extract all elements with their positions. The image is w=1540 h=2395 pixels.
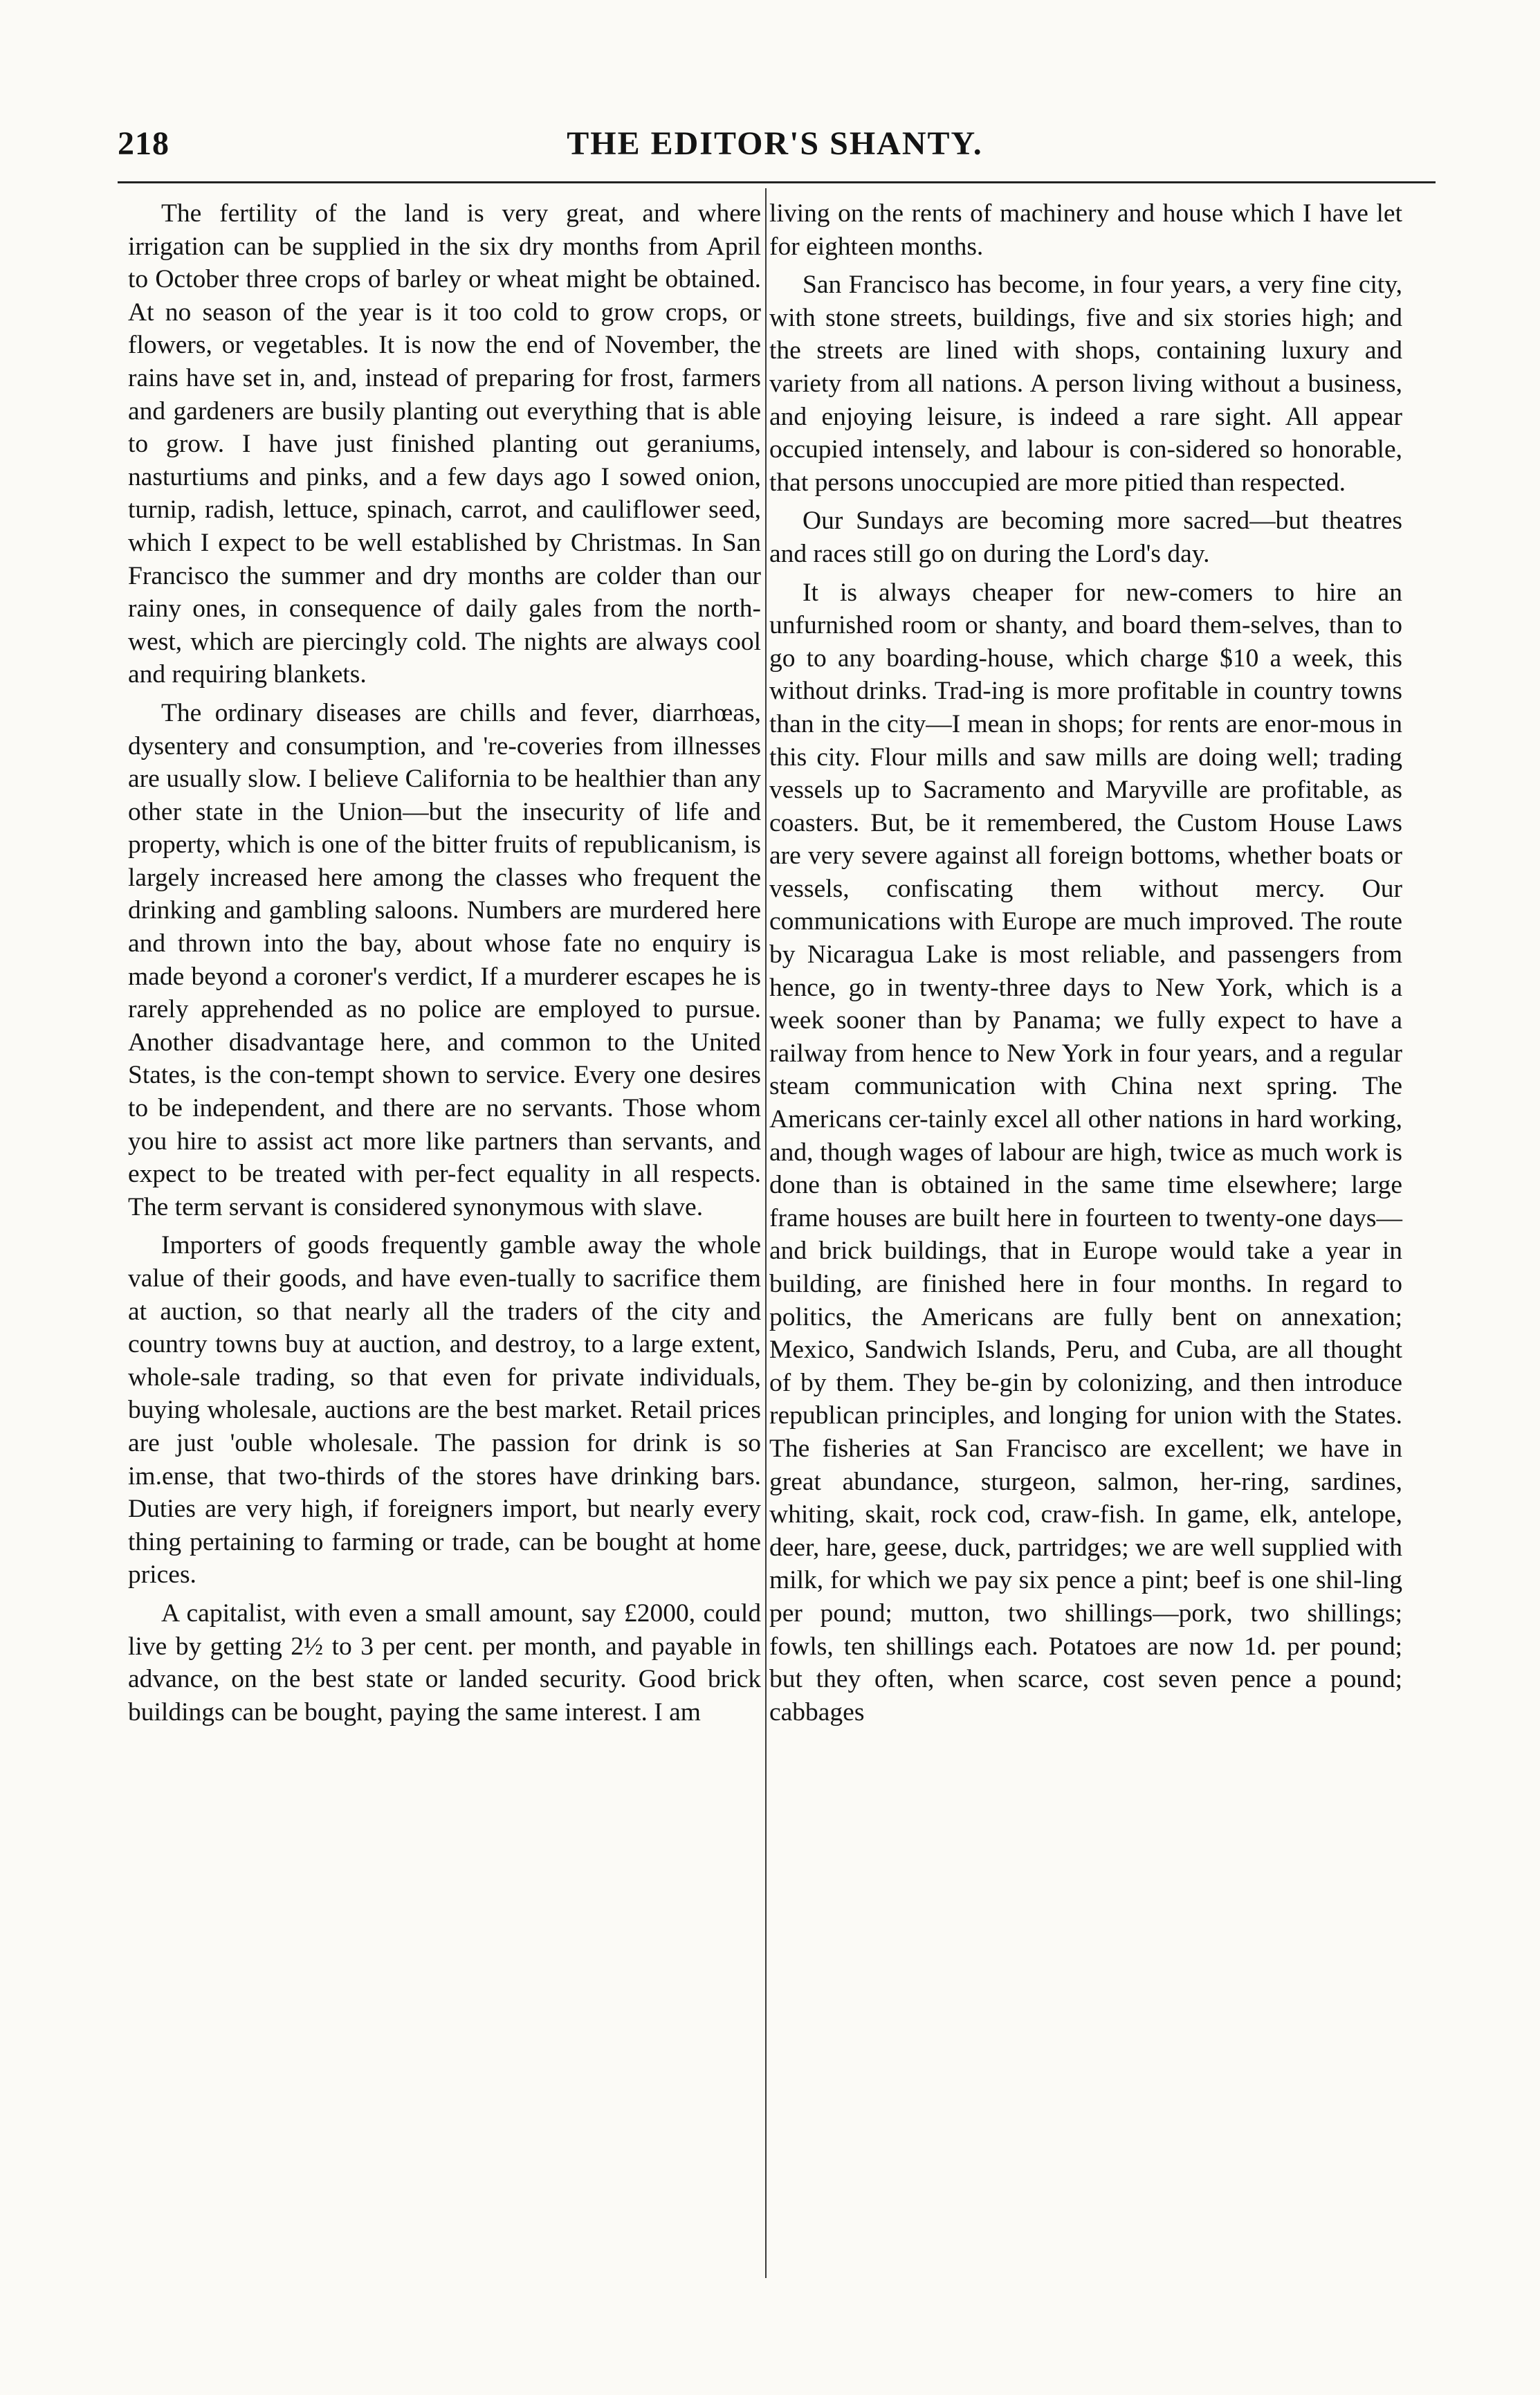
paragraph-continued: living on the rents of machinery and house which I have let for eighteen months. <box>769 199 1402 261</box>
page-number: 218 <box>118 125 169 162</box>
paragraph: A capitalist, with even a small amount, say £2000, could live by getting 2½ to 3 per cent. per month, and payable in advance, on the best state or landed security. Good brick buildings can be bought, paying the same interest. I am <box>128 1599 761 1727</box>
left-column <box>128 197 761 1734</box>
header-rule <box>118 181 1436 183</box>
right-column <box>769 197 1402 1734</box>
paragraph: It is always cheaper for new-comers to hire an unfurnished room or shanty, and board them-selves, than to go to any boarding-house, which charge $10 a week, this without drinks. Trad-ing is more profitable in country towns than in the city—I mean in shops; for rents are enor-mous in this city. Flour mills and saw mills are doing well; trading vessels up to Sacramento and Maryville are profitable, as coasters. But, be it remembered, the Custom House Laws are very severe against all foreign bottoms, whether boats or vessels, confiscating them without mercy. Our communications with Europe are much improved. The route by Nicaragua Lake is most reliable, and passengers from hence, go in twenty-three days to New York, which is a week sooner than by Panama; we fully expect to have a railway from hence to New York in four years, and a regular steam communication with China next spring. The Americans cer-tainly excel all other nations in hard working, and, though wages of labour are high, twice as much work is done than is obtained in the same time elsewhere; large frame houses are built here in fourteen to twenty-one days—and brick buildings, that in Europe would take a year in building, are finished here in four months. In regard to politics, the Americans are fully bent on annexation; Mexico, Sandwich Islands, Peru, and Cuba, are all thought of by them. They be-gin by colonizing, and then introduce republican principles, and longing for union with the States. The fisheries at San Francisco are excellent; we have in great abundance, sturgeon, salmon, her-ring, sardines, whiting, skait, rock cod, craw-fish. In game, elk, antelope, deer, hare, geese, duck, partridges; we are well supplied with milk, for which we pay six pence a pint; beef is one shil-ling per pound; mutton, two shillings—pork, two shillings; fowls, ten shillings each. Potatoes are now 1d. per pound; but they often, when scarce, cost seven pence a pound; cabbages <box>769 578 1402 1727</box>
paragraph: Our Sundays are becoming more sacred—but theatres and races still go on during the Lord's day. <box>769 507 1402 568</box>
paragraph: The ordinary diseases are chills and fever, diarrhœas, dysentery and consumption, and 're-coveries from illnesses are usually slow. I believe California to be healthier than any other state in the Union—but the insecurity of life and property, which is one of the bitter fruits of republicanism, is largely increased here among the classes who frequent the drinking and gambling saloons. Numbers are murdered here and thrown into the bay, about whose fate no enquiry is made beyond a coroner's verdict, If a murderer escapes he is rarely apprehended as no police are employed to pursue. Another disadvantage here, and common to the United States, is the con-tempt shown to service. Every one desires to be independent, and there are no servants. Those whom you hire to assist act more like partners than servants, and expect to be treated with per-fect equality in all respects. The term servant is considered synonymous with slave. <box>128 698 761 1221</box>
page-header <box>118 125 1432 166</box>
running-title: THE EDITOR'S SHANTY. <box>567 125 983 162</box>
paragraph: The fertility of the land is very great, and where irrigation can be supplied in the six dry months from April to October three crops of barley or wheat might be obtained. At no season of the year is it too cold to grow crops, or flowers, or vegetables. It is now the end of November, the rains have set in, and, instead of preparing for frost, farmers and gardeners are busily planting out everything that is able to grow. I have just finished planting out geraniums, nasturtiums and pinks, and a few days ago I sowed onion, turnip, radish, lettuce, spinach, carrot, and cauliflower seed, which I expect to be well established by Christmas. In San Francisco the summer and dry months are colder than our rainy ones, in consequence of daily gales from the north-west, which are piercingly cold. The nights are always cool and requiring blankets. <box>128 199 761 689</box>
paragraph: San Francisco has become, in four years, a very fine city, with stone streets, buildings, five and six stories high; and the streets are lined with shops, containing luxury and variety from all nations. A person living without a business, and enjoying leisure, is indeed a rare sight. All appear occupied intensely, and labour is con-sidered so honorable, that persons unoccupied are more pitied than respected. <box>769 271 1402 497</box>
column-divider <box>765 188 767 2278</box>
paragraph: Importers of goods frequently gamble away the whole value of their goods, and have even-tually to sacrifice them at auction, so that nearly all the traders of the city and country towns buy at auction, and destroy, to a large extent, whole-sale trading, so that even for private individuals, buying wholesale, auctions are the best market. Retail prices are just 'ouble wholesale. The passion for drink is so im.ense, that two-thirds of the stores have drinking bars. Duties are very high, if foreigners import, but nearly every thing pertaining to farming or trade, can be bought at home prices. <box>128 1231 761 1590</box>
